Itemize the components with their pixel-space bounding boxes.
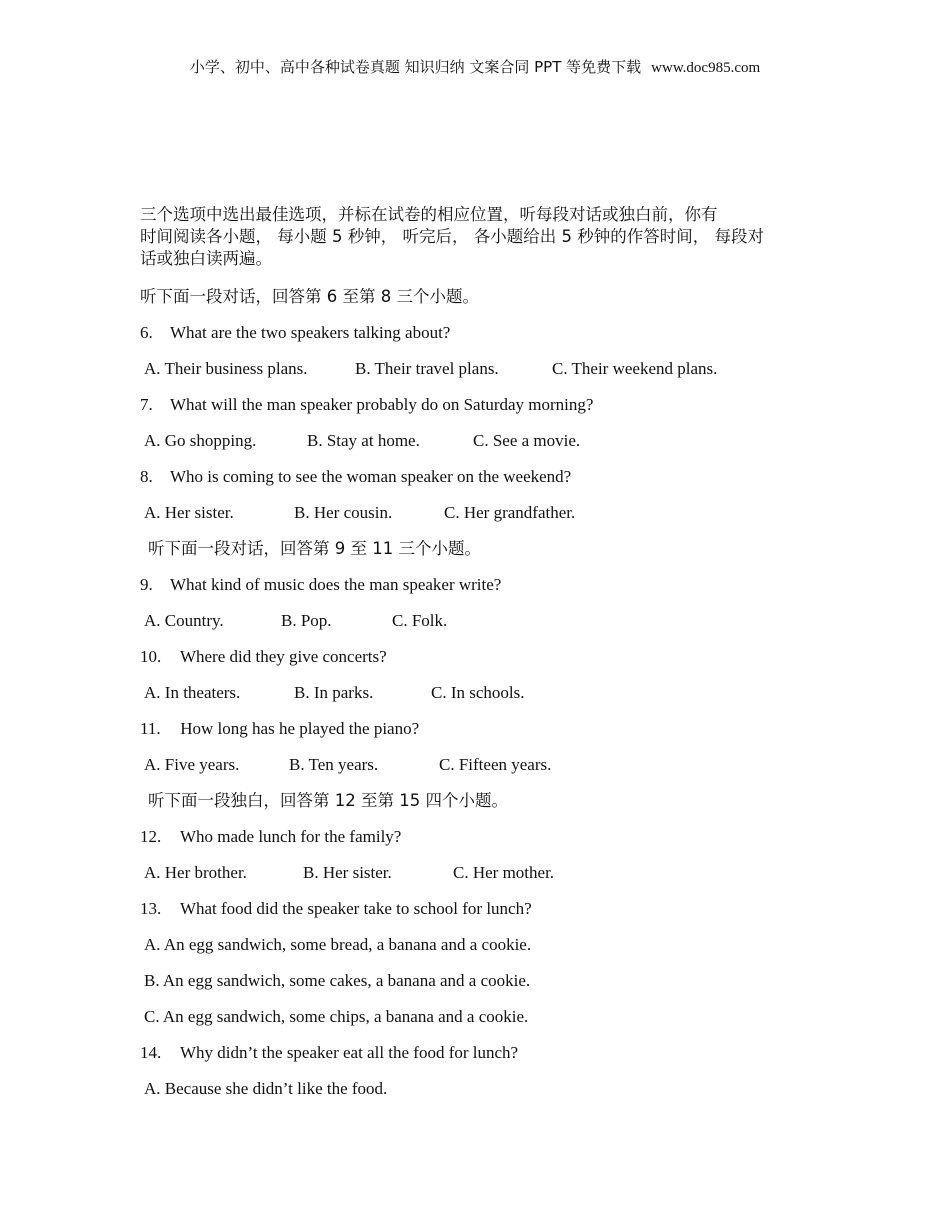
option-b: B. Her cousin.: [294, 503, 393, 522]
options-7: [140, 430, 820, 466]
instructions-paragraph: [140, 204, 820, 270]
options-9: [140, 610, 820, 646]
options-6: [140, 358, 820, 394]
question-7: [140, 394, 820, 430]
option-b: B. Her sister.: [303, 863, 392, 882]
instructions-line-3: 话或独白读两遍。: [140, 249, 272, 268]
question-number: 8.: [140, 467, 153, 486]
question-number: 13.: [140, 899, 162, 918]
options-10: [140, 682, 820, 718]
option-c: C. In schools.: [431, 683, 525, 702]
option-c: C. Her mother.: [453, 863, 555, 882]
page-header: [0, 56, 950, 77]
option-a: A. In theaters.: [144, 683, 241, 702]
option-b: B. An egg sandwich, some cakes, a banana and a cookie.: [144, 971, 531, 990]
section-heading: 听下面一段对话，回答第 9 至 11 三个小题。: [148, 539, 481, 558]
options-11: [140, 754, 820, 790]
question-6: [140, 322, 820, 358]
instructions-line-2: 时间阅读各小题， 每小题 5 秒钟， 听完后， 各小题给出 5 秒钟的作答时间， 每段对: [140, 227, 764, 246]
question-number: 9.: [140, 575, 153, 594]
header-url[interactable]: www.doc985.com: [651, 60, 761, 76]
section-heading: 听下面一段独白，回答第 12 至第 15 四个小题。: [148, 791, 508, 810]
options-8: [140, 502, 820, 538]
options-12: [140, 862, 820, 898]
option-c: C. Her grandfather.: [444, 503, 576, 522]
option-c: C. See a movie.: [473, 431, 581, 450]
option-a: A. Their business plans.: [144, 359, 308, 378]
question-8: [140, 466, 820, 502]
option-a: A. Five years.: [144, 755, 240, 774]
option-c: C. Folk.: [392, 611, 448, 630]
question-text: Who is coming to see the woman speaker on the weekend?: [169, 467, 572, 486]
question-text: What are the two speakers talking about?: [169, 323, 451, 342]
option-a: A. Her brother.: [144, 863, 247, 882]
question-text: Who made lunch for the family?: [179, 827, 402, 846]
question-number: 7.: [140, 395, 153, 414]
option-b: B. Ten years.: [289, 755, 379, 774]
question-number: 6.: [140, 323, 153, 342]
instructions-line-1: 三个选项中选出最佳选项，并标在试卷的相应位置，听每段对话或独白前，你有: [140, 205, 718, 224]
option-b: B. Their travel plans.: [355, 359, 499, 378]
question-text: Where did they give concerts?: [179, 647, 387, 666]
question-9: [140, 574, 820, 610]
option-c: C. An egg sandwich, some chips, a banana and a cookie.: [144, 1007, 529, 1026]
option-a: A. An egg sandwich, some bread, a banana and a cookie.: [144, 935, 532, 954]
question-text: How long has he played the piano?: [180, 719, 420, 738]
header-text: 小学、初中、高中各种试卷真题 知识归纳 文案合同 PPT 等免费下载: [189, 58, 642, 76]
question-number: 12.: [140, 827, 162, 846]
option-a: A. Her sister.: [144, 503, 234, 522]
question-text: What will the man speaker probably do on Saturday morning?: [169, 395, 594, 414]
option-c: C. Their weekend plans.: [552, 359, 718, 378]
option-a: A. Go shopping.: [144, 431, 257, 450]
question-14: [140, 1042, 820, 1078]
section-heading: 听下面一段对话，回答第 6 至第 8 三个小题。: [140, 287, 479, 306]
question-text: What kind of music does the man speaker write?: [169, 575, 502, 594]
question-number: 11.: [140, 719, 161, 738]
document-body: [140, 204, 820, 1114]
option-b: B. Pop.: [281, 611, 332, 630]
question-number: 14.: [140, 1043, 162, 1062]
option-a: A. Because she didn’t like the food.: [144, 1079, 388, 1098]
question-text: What food did the speaker take to school for lunch?: [179, 899, 532, 918]
question-10: [140, 646, 820, 682]
option-b: B. Stay at home.: [307, 431, 420, 450]
question-11: [140, 718, 820, 754]
question-number: 10.: [140, 647, 162, 666]
option-c: C. Fifteen years.: [439, 755, 552, 774]
option-b: B. In parks.: [294, 683, 374, 702]
question-12: [140, 826, 820, 862]
question-13: [140, 898, 820, 934]
option-a: A. Country.: [144, 611, 224, 630]
question-text: Why didn’t the speaker eat all the food for lunch?: [179, 1043, 519, 1062]
